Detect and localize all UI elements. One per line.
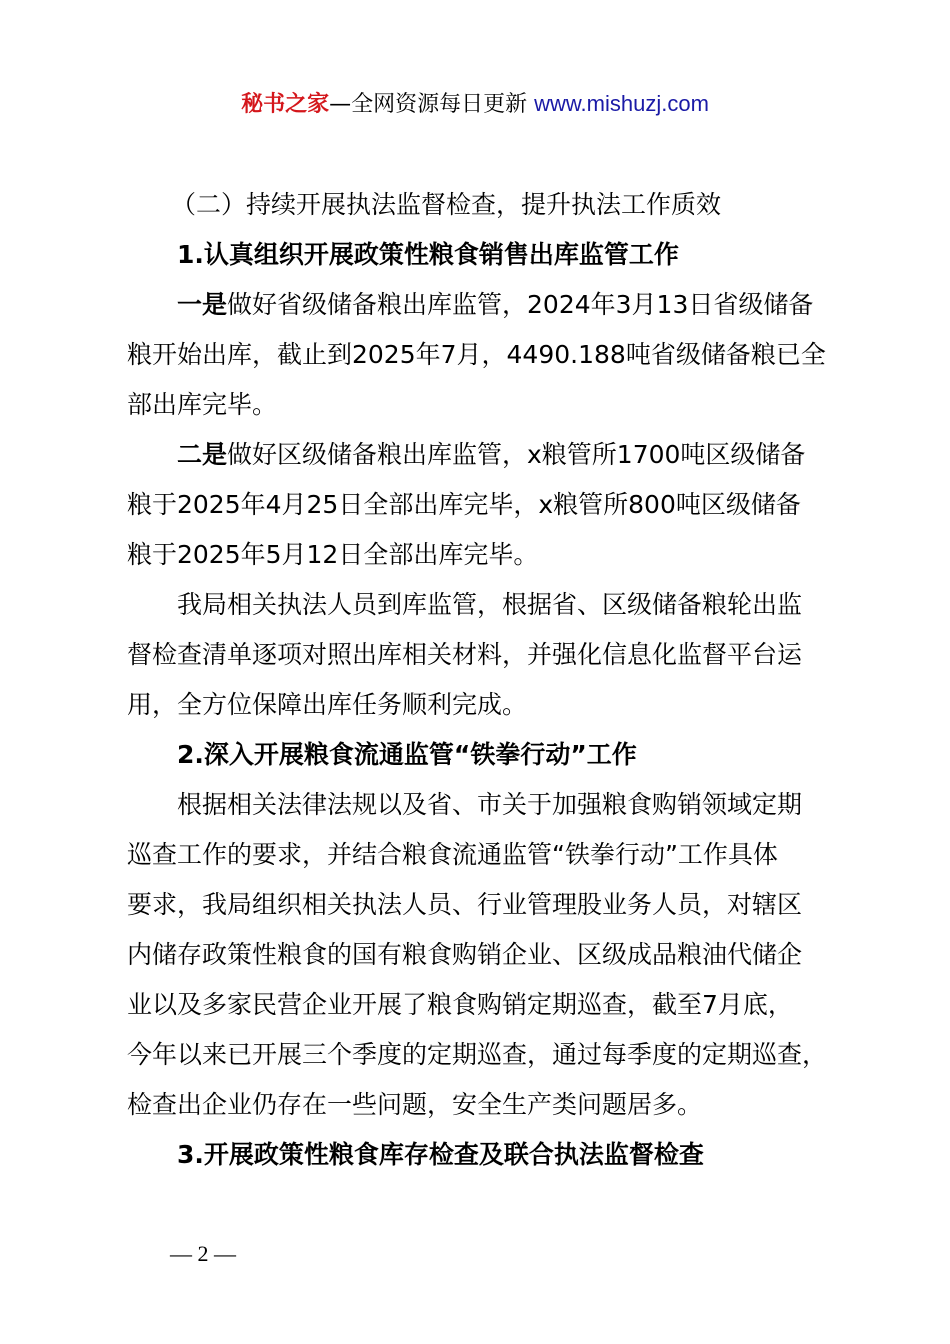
paragraph-line: 督检查清单逐项对照出库相关材料，并强化信息化监督平台运 — [127, 640, 803, 669]
paragraph-line: 我局相关执法人员到库监管，根据省、区级储备粮轮出监 — [177, 590, 803, 619]
page-number: — 2 — — [170, 1241, 236, 1266]
paragraph-line: 巡查工作的要求，并结合粮食流通监管“铁拳行动”工作具体 — [127, 840, 778, 869]
paragraph-2 — [127, 430, 831, 580]
paragraph-line: 用，全方位保障出库任务顺利完成。 — [127, 690, 528, 719]
paragraph-line: 要求，我局组织相关执法人员、行业管理股业务人员，对辖区 — [127, 890, 803, 919]
document-body — [127, 180, 831, 1180]
paragraph-3 — [127, 580, 831, 730]
lead-phrase: 一是 — [177, 290, 228, 319]
brand-name: 秘书之家 — [241, 92, 330, 117]
paragraph-line: 内储存政策性粮食的国有粮食购销企业、区级成品粮油代储企 — [127, 940, 803, 969]
site-header — [0, 86, 950, 123]
heading-2: 2.深入开展粮食流通监管“铁拳行动”工作 — [177, 740, 637, 769]
paragraph-line: 部出库完毕。 — [127, 390, 278, 419]
paragraph-line: 业以及多家民营企业开展了粮食购销定期巡查，截至7月底， — [127, 990, 793, 1019]
paragraph-line — [127, 430, 831, 480]
heading-3: 3.开展政策性粮食库存检查及联合执法监督检查 — [177, 1140, 704, 1169]
paragraph-line: 根据相关法律法规以及省、市关于加强粮食购销领域定期 — [177, 790, 803, 819]
section-title: （二）持续开展执法监督检查，提升执法工作质效 — [171, 190, 722, 219]
lead-phrase: 二是 — [177, 440, 228, 469]
header-slogan: —全网资源每日更新 — [329, 92, 535, 117]
paragraph-line: 粮开始出库，截止到2025年7月，4490.188吨省级储备粮已全 — [127, 340, 826, 369]
paragraph-text: 做好区级储备粮出库监管，x粮管所1700吨区级储备 — [227, 440, 806, 469]
paragraph-line — [127, 280, 831, 330]
paragraph-line: 粮于2025年4月25日全部出库完毕，x粮管所800吨区级储备 — [127, 490, 801, 519]
paragraph-line: 检查出企业仍存在一些问题，安全生产类问题居多。 — [127, 1090, 703, 1119]
heading-1: 1.认真组织开展政策性粮食销售出库监管工作 — [177, 240, 679, 269]
paragraph-line: 今年以来已开展三个季度的定期巡查，通过每季度的定期巡查， — [127, 1040, 828, 1069]
paragraph-text: 做好省级储备粮出库监管，2024年3月13日省级储备 — [227, 290, 814, 319]
paragraph-line: 粮于2025年5月12日全部出库完毕。 — [127, 540, 539, 569]
paragraph-1 — [127, 280, 831, 430]
site-url-link[interactable]: www.mishuzj.com — [534, 91, 709, 116]
paragraph-4 — [127, 780, 831, 1130]
